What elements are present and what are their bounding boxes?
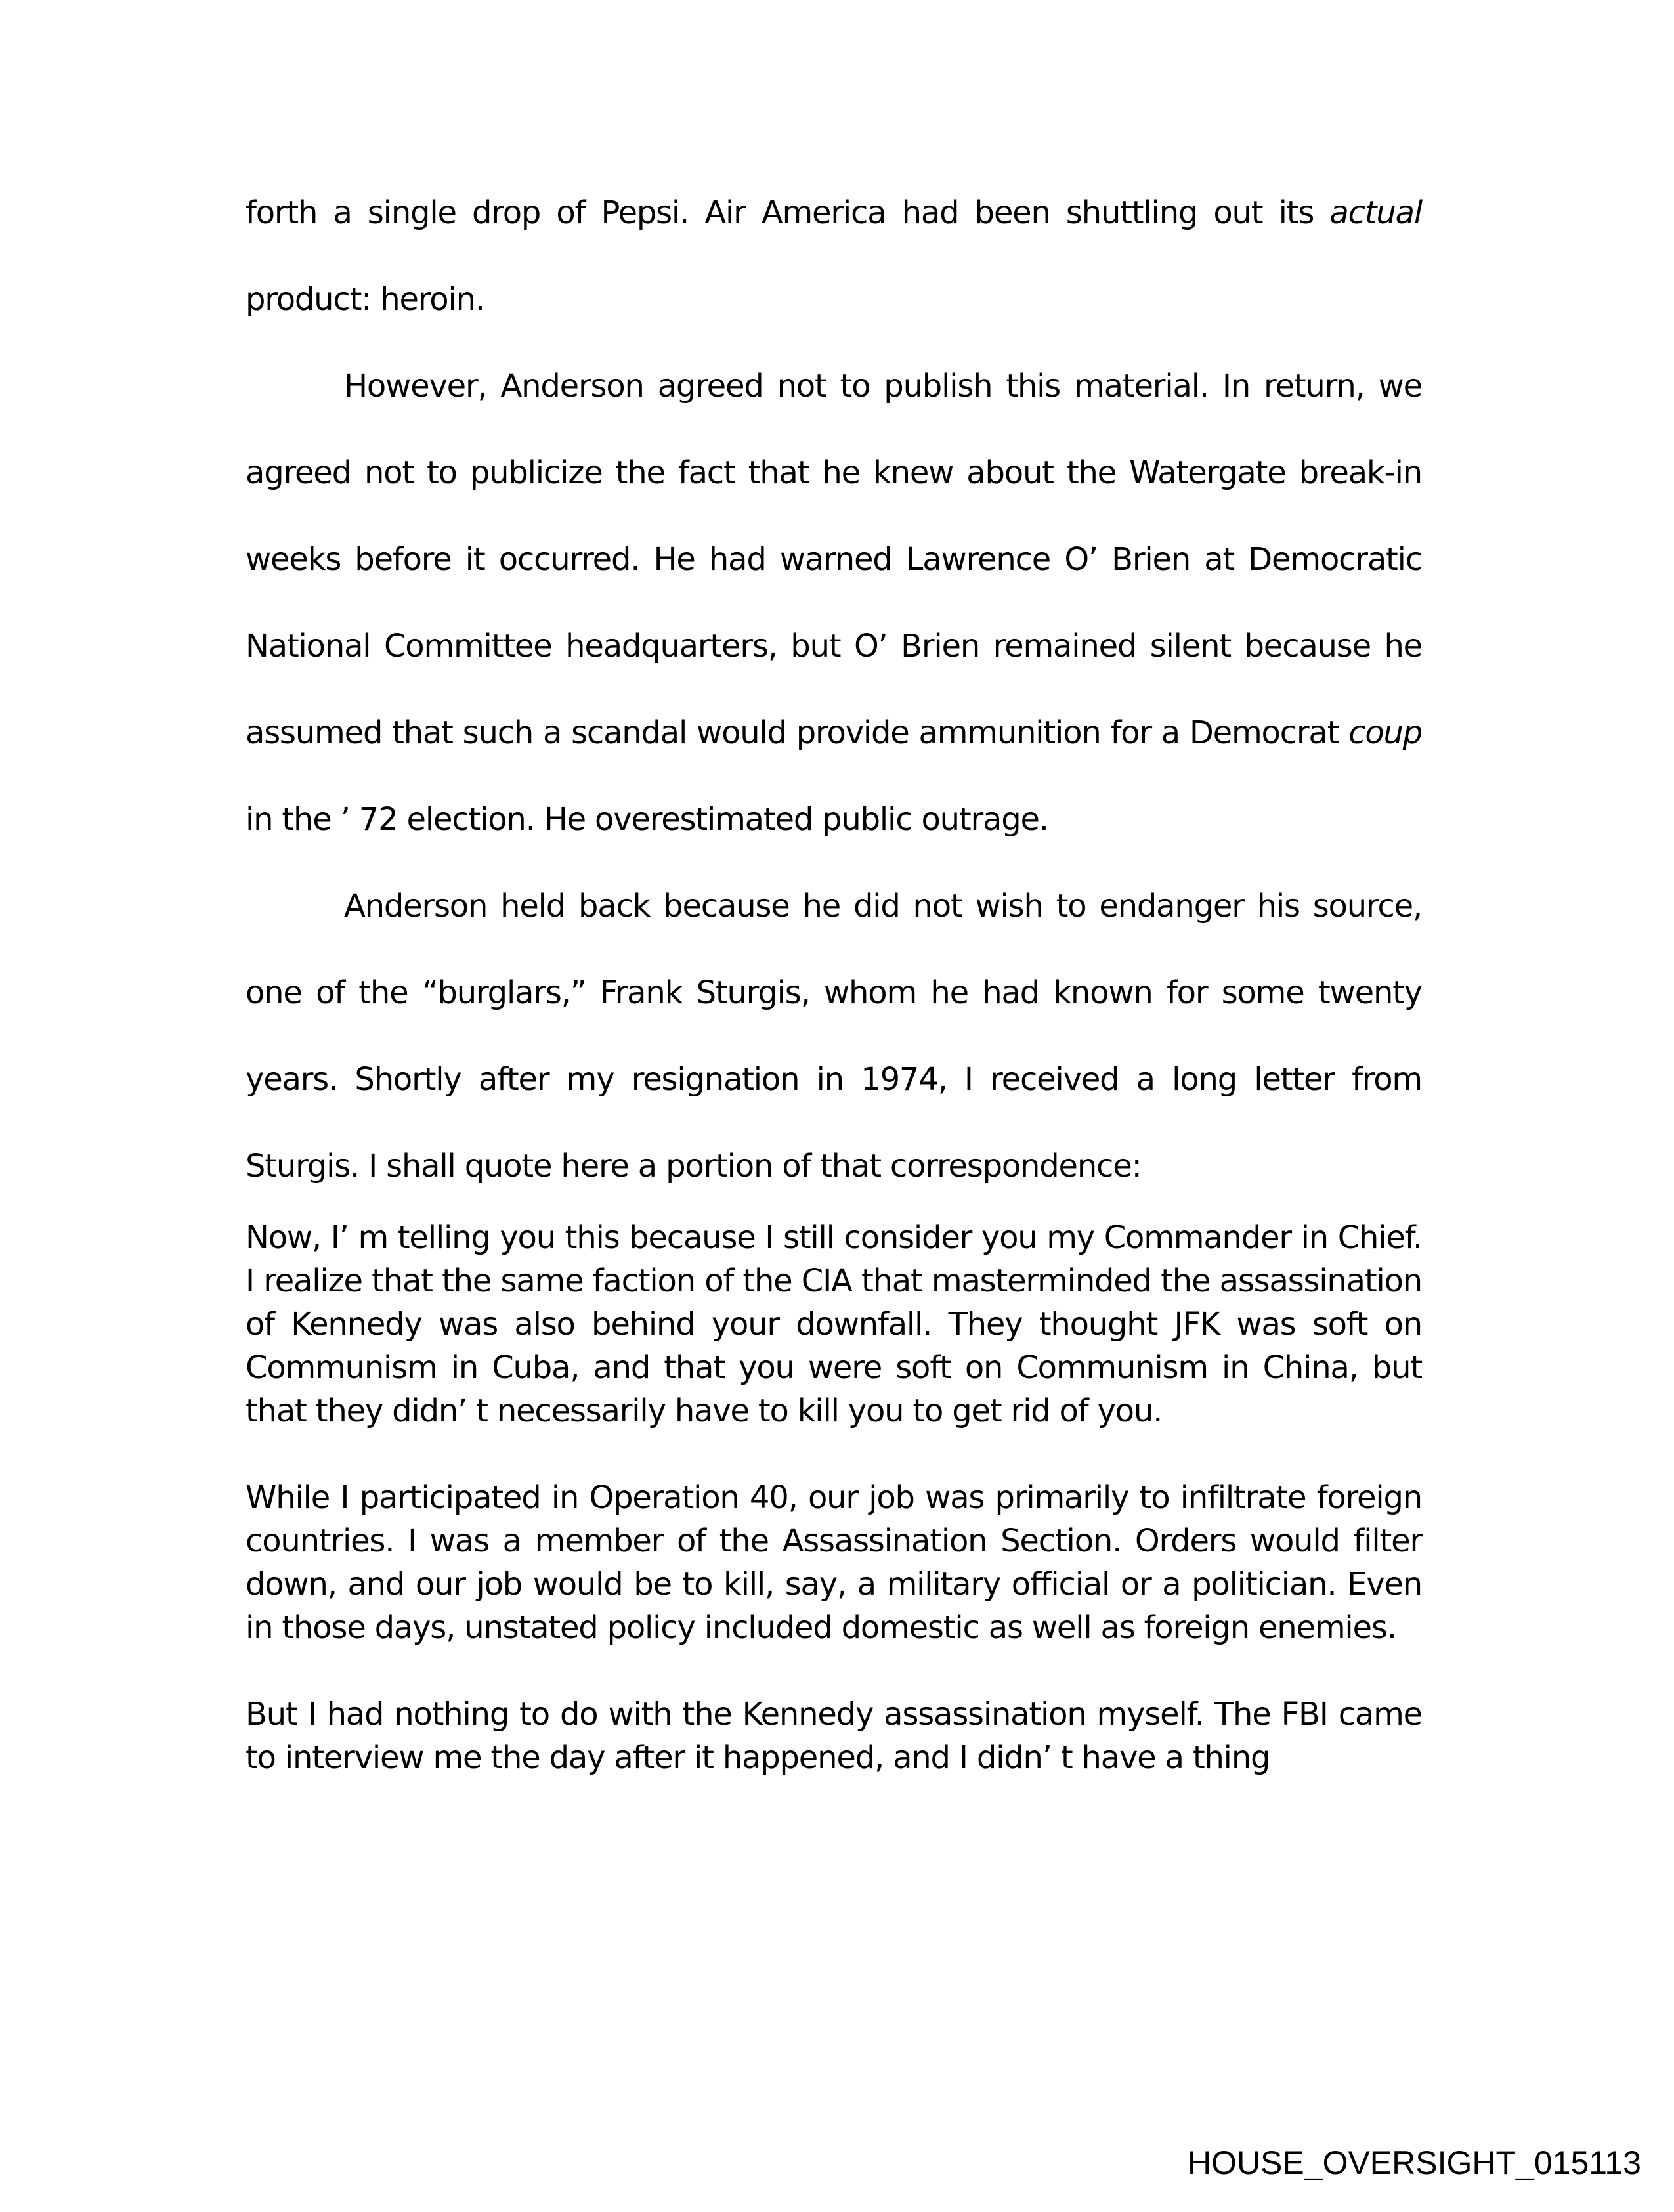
quote-paragraph-2: While I participated in Operation 40, our job was primarily to infiltrate foreign countries. I was a member of the Assassination Section. Orders would filter down, and our job would be to kill, say, a military official or a politician. Even in those days, unstated policy included domestic as well as foreign enemies. [246, 1479, 1422, 1646]
bates-number-footer: HOUSE_OVERSIGHT_015113 [1187, 2144, 1641, 2181]
italic-text-segment: actual [1329, 194, 1422, 231]
quoted-letter [246, 1216, 1422, 1779]
text-segment: However, Anderson agreed not to publish this material. In return, we agreed not to publicize the fact that he knew about the Watergate break-in weeks before it occurred. He had warned Lawrence O’ Brien at Democratic National Committee headquarters, but O’ Brien remained silent because he assumed that such a scandal would provide ammunition for a Democrat [246, 368, 1422, 751]
text-segment: product: heroin. [246, 281, 484, 318]
text-segment: in the ’ 72 election. He overestimated public outrage. [246, 801, 1048, 838]
document-body [246, 190, 1422, 1779]
text-segment: forth a single drop of Pepsi. Air America had been shuttling out its [246, 194, 1330, 231]
italic-text-segment: coup [1348, 714, 1422, 751]
quote-paragraph-1: Now, I’ m telling you this because I still consider you my Commander in Chief. I realize that the same faction of the CIA that masterminded the assassination of Kennedy was also behind your downfall. They thought JFK was soft on Communism in Cuba, and that you were soft on Communism in China, but that they didn’ t necessarily have to kill you to get rid of you. [246, 1219, 1422, 1429]
body-paragraph-2 [246, 343, 1422, 863]
text-segment: Anderson held back because he did not wish to endanger his source, one of the “burglars,” Frank Sturgis, whom he had known for some twenty years. Shortly after my resignation in 1974, I received a long letter from Sturgis. I shall quote here a portion of that correspondence: [246, 888, 1422, 1184]
quote-paragraph-3: But I had nothing to do with the Kennedy assassination myself. The FBI came to interview me the day after it happened, and I didn’ t have a thing [246, 1696, 1422, 1776]
body-paragraph-3 [246, 863, 1422, 1209]
body-paragraph-1 [246, 169, 1422, 343]
